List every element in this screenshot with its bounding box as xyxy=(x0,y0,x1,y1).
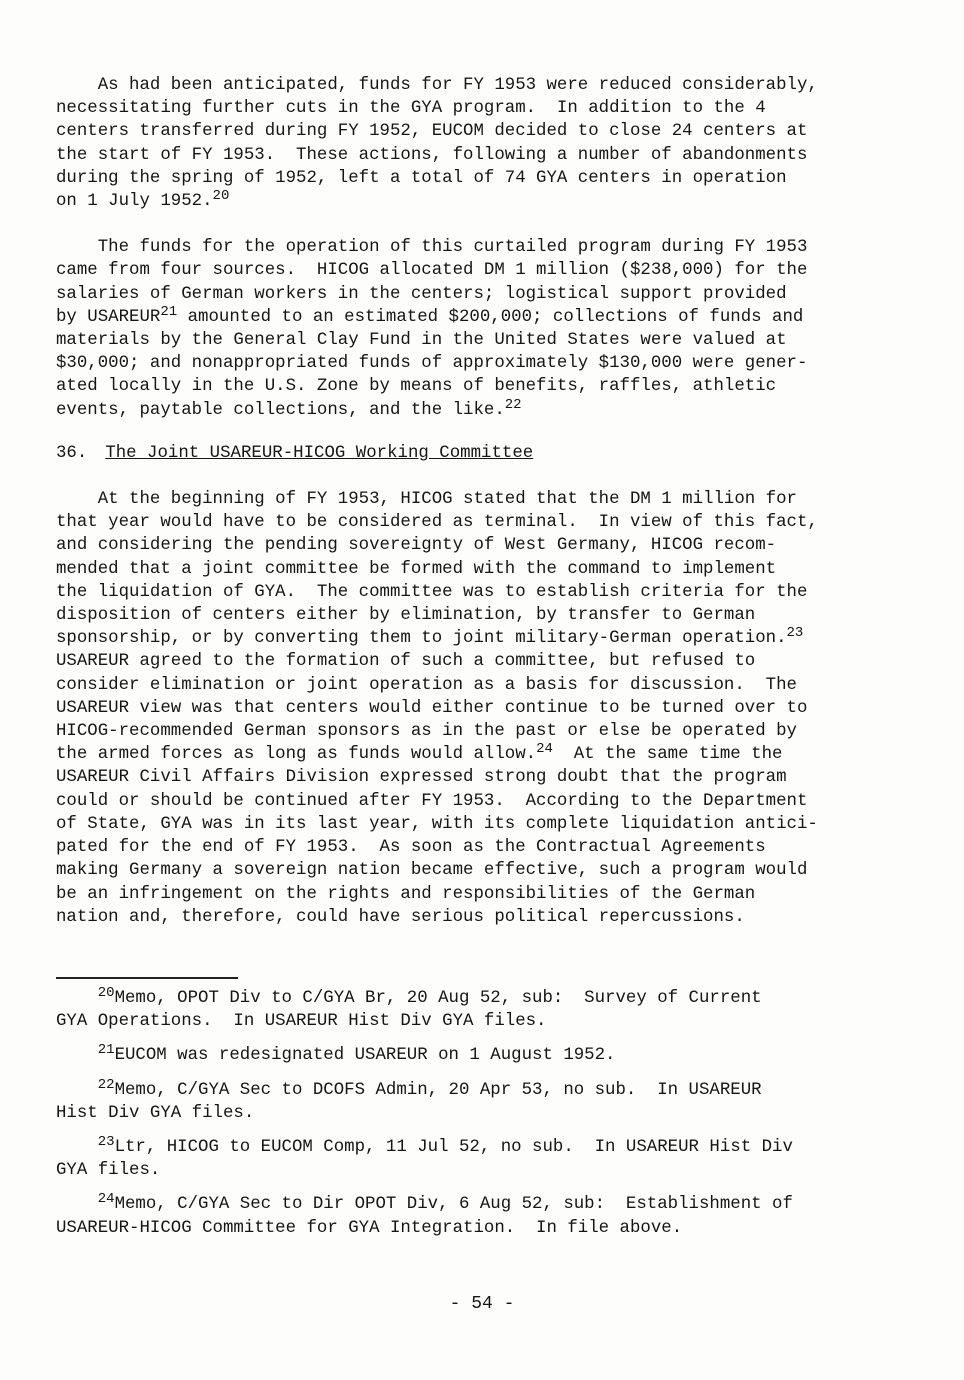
footnote-ref-22: 22 xyxy=(504,396,522,413)
footnote-divider xyxy=(56,977,238,979)
footnote-22: $^{22}$Memo, C/GYA Sec to DCOFS Admin, 20 Apr 53, no sub. In USAREUR Hist Div GYA files. xyxy=(56,1076,762,1123)
footnote-ref-21: 21 xyxy=(160,303,178,320)
paragraph-funding-sources: The funds for the operation of this curtailed program during FY 1953 came from four sources. HICOG allocated DM 1 million ($238,000) for the salaries of German workers in the centers; logistical support provided by USAREUR$^{21}$ amounted to an estimated $200,000; collections of funds and materials by the General Clay Fund in the United States were valued at $30,000; and nonappropriated funds of approximately $130,000 were gener- ated locally in the U.S. Zone by means of benefits, raffles, athletic events, paytable collections, and the like.$^{22}$ xyxy=(56,238,808,420)
footnote-ref-23: 23 xyxy=(786,625,804,642)
section-heading xyxy=(56,442,914,465)
footnote-23: $^{23}$Ltr, HICOG to EUCOM Comp, 11 Jul 52, no sub. In USAREUR Hist Div GYA files. xyxy=(56,1133,793,1181)
footnote-24: $^{24}$Memo, C/GYA Sec to Dir OPOT Div, 6 Aug 52, sub: Establishment of USAREUR-HICOG Committee for GYA Integration. In file above. xyxy=(56,1191,793,1238)
footnote-21: $^{21}$EUCOM was redesignated USAREUR on 1 August 1952. xyxy=(97,1042,616,1066)
footnotes xyxy=(56,984,914,1240)
paragraph-joint-committee: At the beginning of FY 1953, HICOG stated that the DM 1 million for that year would have to be considered as terminal. In view of this fact, and considering the pending sovereignty of West Germany, HICOG recom- mended that a joint committee be formed with the command to implement the liquidation of GYA. The committee was to establish criteria for the disposition of centers either by elimination, by transfer to German sponsorship, or by converting them to joint military-German operation.$^{23}$ USAREUR agreed to the formation of such a committee, but refused to consider elimination or joint operation as a basis for discussion. The USAREUR view was that centers would either continue to be turned over to HICOG-recommended German sponsors as in the past or else be operated by the armed forces as long as funds would allow.$^{24}$ At the same time the USAREUR Civil Affairs Division expressed strong doubt that the program could or should be continued after FY 1953. According to the Department of State, GYA was in its last year, with its complete liquidation antici- pated for the end of FY 1953. As soon as the Contractual Agreements making Germany a sovereign nation became effective, such a program would be an infringement on the rights and responsibilities of the German nation and, therefore, could have serious political repercussions. xyxy=(56,490,818,927)
footnote-ref-24: 24 xyxy=(536,741,553,758)
section-number: 36. xyxy=(56,443,88,463)
footnote-20: $^{20}$Memo, OPOT Div to C/GYA Br, 20 Aug 52, sub: Survey of Current GYA Operations. In USAREUR Hist Div GYA files. xyxy=(56,984,762,1032)
paragraph-funds-reduction: As had been anticipated, funds for FY 1953 were reduced considerably, necessitating further cuts in the GYA program. In addition to the 4 centers transferred during FY 1952, EUCOM decided to close 24 centers at the start of FY 1953. These actions, following a number of abandonments during the spring of 1952, left a total of 74 GYA centers in operation on 1 July 1952.20 xyxy=(56,76,818,212)
page-number: - 54 - xyxy=(449,1294,515,1314)
section-title: The Joint USAREUR-HICOG Working Committee xyxy=(105,443,534,463)
footnote-ref-20: 20 xyxy=(212,188,230,205)
